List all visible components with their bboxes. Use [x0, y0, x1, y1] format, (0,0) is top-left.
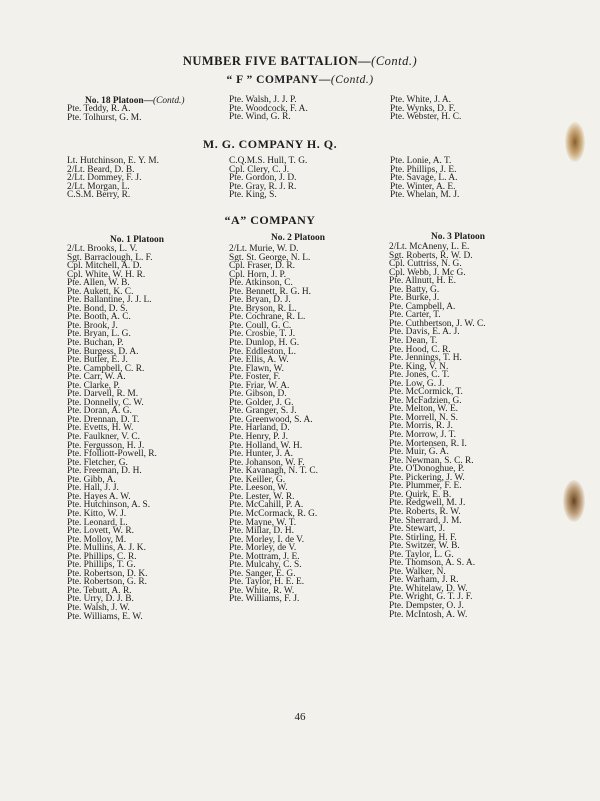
roster-entry: Pte. Jones, C. T. — [389, 370, 450, 381]
roster-entry: Pte. Eddleston, L. — [229, 346, 296, 357]
roster-entry: Pte. Campbell, C. R. — [67, 363, 145, 374]
roster-entry: Pte. Bryan, L. G. — [67, 329, 131, 340]
roster-entry: Pte. Teddy, R. A. — [67, 104, 131, 114]
roster-entry: Pte. Allen, W. B. — [67, 278, 130, 289]
roster-entry: Pte. Redgwell, M. J. — [389, 498, 466, 509]
roster-entry: Pte. Switzer, W. B. — [389, 541, 460, 552]
roster-entry: Pte. White, J. A. — [390, 95, 452, 105]
roster-entry: Pte. Harland, D. — [229, 423, 290, 434]
roster-entry: Pte. Thomson, A. S. A. — [389, 558, 476, 569]
battalion-title — [0, 54, 600, 69]
roster-entry: Pte. Phillips, T. G. — [67, 560, 136, 571]
roster-entry: Pte. Kitto, W. J. — [67, 508, 127, 519]
roster-entry: Pte. Savage, L. A. — [390, 173, 458, 184]
roster-entry: Pte. Davis, E. A. J. — [389, 327, 460, 338]
mg-company-heading: M. G. COMPANY H. Q. — [202, 137, 338, 151]
roster-entry: Pte. Hunter, J. A. — [229, 449, 293, 460]
roster-entry: Pte. Mulcahy, C. S. — [229, 560, 302, 571]
roster-entry: Pte. Lester, W. R. — [229, 491, 295, 502]
roster-entry: 2/Lt. Morgan, L. — [67, 181, 130, 192]
roster-entry: 2/Lt. Beard, D. B. — [67, 164, 135, 175]
battalion-title-contd: (Contd.) — [371, 54, 418, 68]
platoon-3-list — [389, 243, 486, 619]
roster-entry: Pte. Wind, G. R. — [229, 112, 291, 123]
roster-entry: Pte. Fletcher, G. — [67, 457, 128, 468]
roster-entry: Pte. Walsh, J. W. — [67, 602, 130, 613]
roster-entry: Pte. Dunlop, H. G. — [229, 338, 300, 349]
roster-entry: Pte. Stirling, H. F. — [389, 532, 457, 543]
roster-entry: Pte. Williams, F. J. — [229, 594, 300, 605]
roster-entry: C.S.M. Berry, R. — [67, 190, 131, 201]
roster-entry: Pte. Bond, D. S. — [67, 303, 128, 314]
roster-entry: Cpl. Cuttriss, N. G. — [389, 259, 462, 270]
roster-entry: Pte. Gordon, J. D. — [229, 173, 297, 184]
roster-entry: Pte. Dean, T. — [389, 336, 438, 347]
roster-entry: Pte. Williams, E. W. — [67, 611, 143, 622]
mg-company-col-1 — [67, 157, 159, 200]
roster-entry: Pte. Lovett, W. R. — [67, 526, 134, 537]
roster-entry: Pte. Booth, A. C. — [67, 312, 131, 323]
roster-entry: Pte. Morris, R. J. — [389, 421, 453, 432]
platoon-3-label: No. 3 Platoon — [431, 232, 485, 242]
roster-entry: Pte. Leonard, L. — [67, 517, 128, 528]
roster-entry: Cpl. Webb, J. Mc G. — [389, 267, 466, 278]
roster-entry: Pte. Carr, W. A. — [67, 372, 126, 383]
roster-entry: Pte. Cochrane, R. L. — [229, 312, 306, 323]
roster-entry: Pte. Whitelaw, D. W. — [389, 583, 468, 594]
platoon-2-label: No. 2 Platoon — [271, 233, 325, 243]
roster-entry: Pte. Aukett, K. C. — [67, 286, 134, 297]
roster-entry: Pte. Greenwood, S. A. — [229, 414, 313, 425]
roster-entry: Sgt. Barraclough, L. F. — [67, 252, 153, 263]
roster-entry: Pte. Morley, I. de V. — [229, 534, 305, 545]
roster-entry: Sgt. Roberts, R. W. D. — [389, 250, 473, 261]
roster-entry: Pte. King, S. — [229, 190, 277, 201]
roster-entry: Pte. O'Donoghue, P. — [389, 464, 465, 475]
roster-entry: Pte. Johanson, W. F. — [229, 457, 305, 468]
roster-entry: Pte. Whelan, M. J. — [390, 190, 460, 201]
roster-entry: Pte. Faulkner, V. C. — [67, 432, 140, 443]
f-company-col-2 — [229, 96, 308, 122]
f-company-col-3 — [390, 96, 461, 122]
platoon-2-list — [229, 245, 318, 604]
roster-entry: Pte. Dempster, O. J. — [389, 600, 464, 611]
roster-entry: Pte. Carter, T. — [389, 310, 441, 321]
rust-stain-upper — [565, 122, 585, 162]
page-number: 46 — [294, 711, 306, 723]
roster-entry: Pte. Walker, N. — [389, 566, 446, 577]
roster-entry: Pte. Ellis, A. W. — [229, 355, 289, 366]
roster-entry: Pte. Roberts, R. W. — [389, 506, 461, 517]
roster-entry: Pte. Burgess, D. A. — [67, 346, 139, 357]
platoon-1-list — [67, 245, 157, 621]
roster-entry: Pte. Keiller, G. — [229, 474, 286, 485]
roster-entry: Pte. Pickering, J. W. — [389, 472, 465, 483]
roster-entry: Pte. Mortensen, R. I. — [389, 438, 467, 449]
f-company-heading — [0, 74, 600, 86]
roster-entry: Pte. Flawn, W. — [229, 363, 284, 374]
roster-entry: Pte. Friar, W. A. — [229, 380, 290, 391]
roster-entry: Pte. Tolhurst, G. M. — [67, 112, 142, 123]
roster-entry: Pte. Holland, W. H. — [229, 440, 303, 451]
roster-entry: Pte. Low, G. J. — [389, 378, 445, 389]
roster-entry: Pte. Hood, C. R. — [389, 344, 451, 355]
f-company-col-1 — [67, 105, 141, 122]
roster-entry: Pte. Taylor, H. E. E. — [229, 577, 305, 588]
roster-entry: Pte. Sanger, E. G. — [229, 568, 296, 579]
roster-entry: Pte. Bryson, R. L. — [229, 303, 297, 314]
roster-entry: Pte. Golder, J. G. — [229, 397, 294, 408]
roster-entry: Pte. Robertson, D. K. — [67, 568, 148, 579]
roster-entry: Pte. Gray, R. J. R. — [229, 181, 297, 192]
roster-entry: Pte. Lonie, A. T. — [390, 156, 452, 166]
platoon-1-label: No. 1 Platoon — [110, 235, 164, 245]
roster-entry: Pte. Plummer, F. E. — [389, 481, 462, 492]
platoon-18-label-contd: (Contd.) — [152, 96, 185, 106]
roster-entry: Pte. King, V. N. — [389, 361, 449, 372]
roster-entry: Pte. Ballantine, J. J. L. — [67, 295, 152, 306]
roster-entry: Pte. McIntosh, A. W. — [389, 609, 468, 620]
roster-entry: Pte. Bryan, D. J. — [229, 295, 291, 306]
roster-entry: Pte. Tebutt, A. R. — [67, 585, 132, 596]
roster-entry: Cpl. Mitchell, A. D. — [67, 261, 142, 272]
roster-entry: Sgt. St. George, N. L. — [229, 252, 311, 263]
roster-entry: Cpl. Clery, C. J. — [229, 164, 290, 175]
roster-entry: 2/Lt. Murie, W. D. — [229, 244, 299, 254]
roster-entry: 2/Lt. Brooks, L. V. — [67, 244, 138, 254]
roster-entry: Pte. Doran, A. G. — [67, 406, 132, 417]
roster-entry: Pte. Fergusson, H. J. — [67, 440, 145, 451]
roster-entry: Pte. McFadzien, G. — [389, 395, 462, 406]
roster-entry: Pte. McCormick, T. — [389, 387, 463, 398]
roster-entry: Pte. Campbell, A. — [389, 301, 456, 312]
roster-entry: Pte. Morley, de V. — [229, 543, 297, 554]
f-company-heading-text: “ F ” COMPANY— — [226, 74, 331, 86]
roster-entry: Pte. Hall, J. J. — [67, 483, 119, 494]
roster-entry: Pte. Winter, A. E. — [390, 181, 456, 192]
roster-entry: Pte. Buchan, P. — [67, 338, 124, 349]
roster-entry: Pte. Bennett, R. G. H. — [229, 286, 312, 297]
roster-entry: Pte. Stewart, J. — [389, 524, 445, 535]
roster-entry: Pte. Darvell, R. M. — [67, 389, 139, 400]
roster-entry: Pte. Robertson, G. R. — [67, 577, 147, 588]
roster-entry: Pte. Phillips, C. R. — [67, 551, 137, 562]
roster-entry: Cpl. White, W. H. R. — [67, 269, 146, 280]
roster-entry: Pte. Quirk, E. B. — [389, 489, 452, 500]
roster-entry: Pte. Walsh, J. J. P. — [229, 95, 297, 105]
roster-entry: Pte. Morrell, N. S. — [389, 412, 459, 423]
roster-entry: 2/Lt. Dommey, F. J. — [67, 173, 142, 184]
roster-entry: Pte. Warham, J. R. — [389, 575, 459, 586]
roster-entry: Pte. Clarke, P. — [67, 380, 120, 391]
roster-entry: Pte. Gibb, A. — [67, 474, 116, 485]
roster-entry: Pte. Butler, E. J. — [67, 355, 128, 366]
roster-entry: Pte. Taylor, L. G. — [389, 549, 454, 560]
roster-entry: Pte. McCahill, P. A. — [229, 500, 304, 511]
roster-entry: Pte. Atkinson, C. — [229, 278, 293, 289]
roster-entry: Pte. Cuthbertson, J. W. C. — [389, 318, 486, 329]
battalion-title-text: NUMBER FIVE BATTALION— — [182, 54, 372, 68]
roster-entry: Pte. Brook, J. — [67, 320, 118, 331]
roster-entry: Pte. Ffolliott-Powell, R. — [67, 449, 157, 460]
roster-entry: Pte. Urry, D. J. B. — [67, 594, 134, 605]
roster-entry: Pte. Jennings, T. H. — [389, 353, 462, 364]
roster-entry: Pte. Coull, G. C. — [229, 320, 292, 331]
roster-entry: Pte. Granger, S. J. — [229, 406, 297, 417]
roster-entry: Pte. Millar, D. H. — [229, 526, 294, 537]
roster-entry: Pte. Wright, G. T. J. F. — [389, 592, 473, 603]
roster-entry: 2/Lt. McAneny, L. E. — [389, 242, 470, 252]
roster-entry: Cpl. Fraser, D. R. — [229, 261, 296, 272]
roster-entry: Pte. Wynks, D. F. — [390, 103, 456, 114]
roster-entry: Pte. Mullins, A. J. K. — [67, 543, 146, 554]
roster-entry: Pte. Batty, G. — [389, 284, 440, 295]
roster-entry: Pte. Phillips, J. E. — [390, 164, 457, 175]
roster-entry: Cpl. Horn, J. P. — [229, 269, 287, 280]
roster-entry: Pte. Henry, P. J. — [229, 432, 289, 443]
roster-entry: Pte. Sherrard, J. M. — [389, 515, 462, 526]
roster-entry: Pte. Drennan, D. T. — [67, 414, 140, 425]
roster-entry: Pte. Leeson, W. — [229, 483, 288, 494]
roster-entry: Pte. Kavanagh, N. T. C. — [229, 466, 318, 477]
roster-entry: Pte. Gibson, D. — [229, 389, 287, 400]
roster-entry: Pte. Evetts, H. W. — [67, 423, 134, 434]
mg-company-col-2 — [229, 157, 307, 200]
platoon-18-label-text: No. 18 Platoon— — [85, 96, 153, 106]
roster-entry: Pte. Crosbie, T. J. — [229, 329, 296, 340]
roster-entry: Pte. Freeman, D. H. — [67, 466, 142, 477]
roster-entry: Pte. Allnutt, H. E. — [389, 276, 456, 287]
roster-entry: Pte. Hutchinson, A. S. — [67, 500, 151, 511]
roster-entry: Pte. Woodcock, F. A. — [229, 103, 308, 114]
roster-entry: Lt. Hutchinson, E. Y. M. — [67, 156, 159, 166]
a-company-heading: “A” COMPANY — [224, 213, 316, 227]
roster-entry: Pte. Donnelly, C. W. — [67, 397, 144, 408]
rust-stain-lower — [563, 480, 585, 522]
roster-entry: Pte. Melton, W. E. — [389, 404, 459, 415]
mg-company-col-3 — [390, 157, 459, 200]
roster-entry: Pte. Newman, S. C. R. — [389, 455, 474, 466]
roster-entry: Pte. Webster, H. C. — [390, 112, 462, 123]
roster-entry: Pte. Mayne, W. T. — [229, 517, 297, 528]
roster-entry: Pte. Foster, F. — [229, 372, 281, 383]
roster-entry: Pte. Hayes A. W. — [67, 491, 131, 502]
f-company-heading-contd: (Contd.) — [330, 74, 374, 86]
roster-entry: Pte. Mottram, J. E. — [229, 551, 300, 562]
roster-entry: Pte. Morrow, J. T. — [389, 430, 457, 441]
roster-entry: Pte. Molloy, M. — [67, 534, 127, 545]
roster-entry: Pte. Muir, G. A. — [389, 447, 449, 458]
roster-entry: Pte. Burke, J. — [389, 293, 440, 304]
roster-entry: C.Q.M.S. Hull, T. G. — [229, 156, 308, 166]
roster-entry: Pte. White, R. W. — [229, 585, 295, 596]
roster-entry: Pte. McCormack, R. G. — [229, 508, 318, 519]
